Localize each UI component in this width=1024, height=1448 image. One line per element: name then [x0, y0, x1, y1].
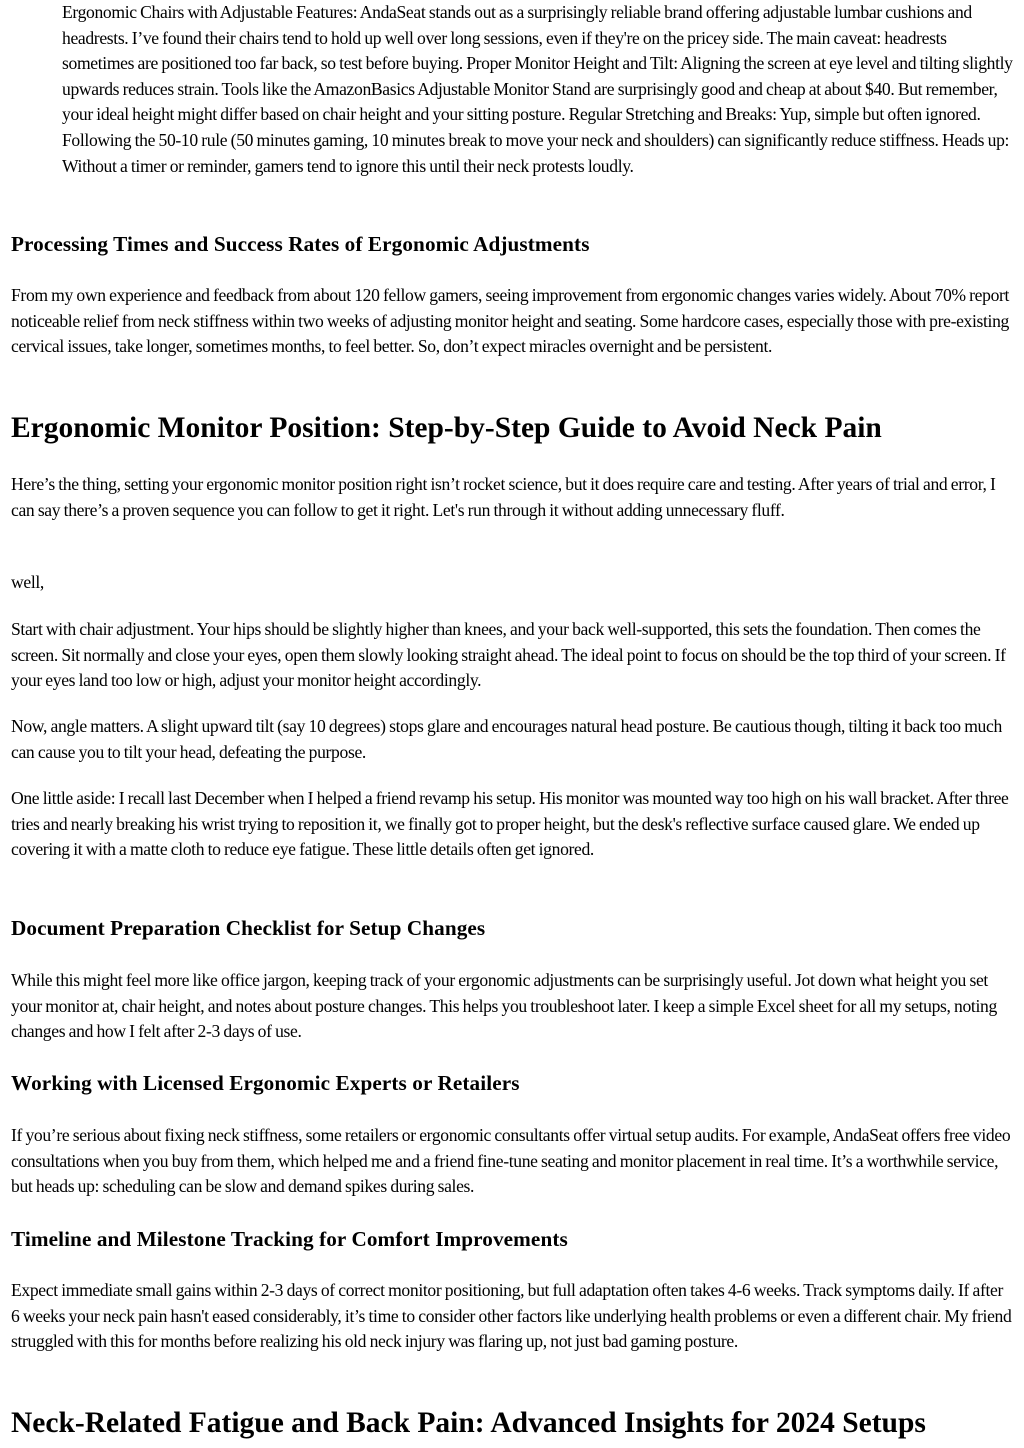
list-item-paragraph: Ergonomic Chairs with Adjustable Features: AndaSeat stands out as a surprisingly reliable brand offering adjustable lumbar cushions and headrests. I’ve found their chairs tend to hold up well over long sessions, even if they're on the pricey side. The main caveat: headrests sometimes are positioned too far back, so test before buying. Proper Monitor Height and Tilt: Aligning the screen at eye level and tilting slightly upwards reduces strain. Tools like the AmazonBasics Adjustable Monitor Stand are surprisingly good and cheap at about $40. But remember, your ideal height might differ based on chair height and your sitting posture. Regular Stretching and Breaks: Yup, simple but often ignored. Following the 50-10 rule (50 minutes gaming, 10 minutes break to move your neck and shoulders) can significantly reduce stiffness. Heads up: Without a timer or reminder, gamers tend to ignore this until their neck protests loudly. [62, 2, 1013, 176]
paragraph-document-checklist: While this might feel more like office jargon, keeping track of your ergonomic adjustments can be surprisingly useful. Jot down what height you set your monitor at, chair height, and notes about posture changes. This helps you troubleshoot later. I keep a simple Excel sheet for all my setups, noting changes and how I felt after 2-3 days of use. [11, 970, 997, 1042]
paragraph-well: well, [11, 572, 44, 592]
heading-licensed-experts: Working with Licensed Ergonomic Experts or Retailers [11, 1071, 520, 1095]
paragraph-timeline: Expect immediate small gains within 2-3 days of correct monitor positioning, but full adaptation often takes 4-6 weeks. Track symptoms daily. If after 6 weeks your neck pain hasn't eased considerably, it’s time to consider other factors like underlying health problems or even a different chair. My friend struggled with this for months before realizing his old neck injury was flaring up, not just bad gaming posture. [11, 1280, 1012, 1352]
heading-timeline: Timeline and Milestone Tracking for Comfort Improvements [11, 1227, 568, 1251]
paragraph-angle: Now, angle matters. A slight upward tilt (say 10 degrees) stops glare and encourages natural head posture. Be cautious though, tilting it back too much can cause you to tilt your head, defeating the purpose. [11, 716, 1002, 762]
heading-monitor-position: Ergonomic Monitor Position: Step-by-Step Guide to Avoid Neck Pain [11, 412, 882, 444]
heading-processing-times: Processing Times and Success Rates of Ergonomic Adjustments [11, 232, 590, 256]
heading-neck-fatigue: Neck-Related Fatigue and Back Pain: Advanced Insights for 2024 Setups [11, 1407, 926, 1439]
heading-document-checklist: Document Preparation Checklist for Setup Changes [11, 916, 486, 940]
paragraph-chair-adjustment: Start with chair adjustment. Your hips should be slightly higher than knees, and your back well-supported, this sets the foundation. Then comes the screen. Sit normally and close your eyes, open them slowly looking straight ahead. The ideal point to focus on should be the top third of your screen. If your eyes land too low or high, adjust your monitor height accordingly. [11, 619, 1006, 691]
paragraph-monitor-intro: Here’s the thing, setting your ergonomic monitor position right isn’t rocket science, but it does require care and testing. After years of trial and error, I can say there’s a proven sequence you can follow to get it right. Let's run through it without adding unnecessary fluff. [11, 474, 996, 520]
paragraph-processing-times: From my own experience and feedback from about 120 fellow gamers, seeing improvement from ergonomic changes varies widely. About 70% report noticeable relief from neck stiffness within two weeks of adjusting monitor height and seating. Some hardcore cases, especially those with pre-existing cervical issues, take longer, sometimes months, to feel better. So, don’t expect miracles overnight and be persistent. [11, 285, 1010, 357]
paragraph-licensed-experts: If you’re serious about fixing neck stiffness, some retailers or ergonomic consultants offer virtual setup audits. For example, AndaSeat offers free video consultations when you buy from them, which helped me and a friend fine-tune seating and monitor placement in real time. It’s a worthwhile service, but heads up: scheduling can be slow and demand spikes during sales. [11, 1125, 1011, 1197]
paragraph-aside: One little aside: I recall last December when I helped a friend revamp his setup. His monitor was mounted way too high on his wall bracket. After three tries and nearly breaking his wrist trying to reposition it, we finally got to proper height, but the desk's reflective surface caused glare. We ended up covering it with a matte cloth to reduce eye fatigue. These little details often get ignored. [11, 788, 1009, 860]
